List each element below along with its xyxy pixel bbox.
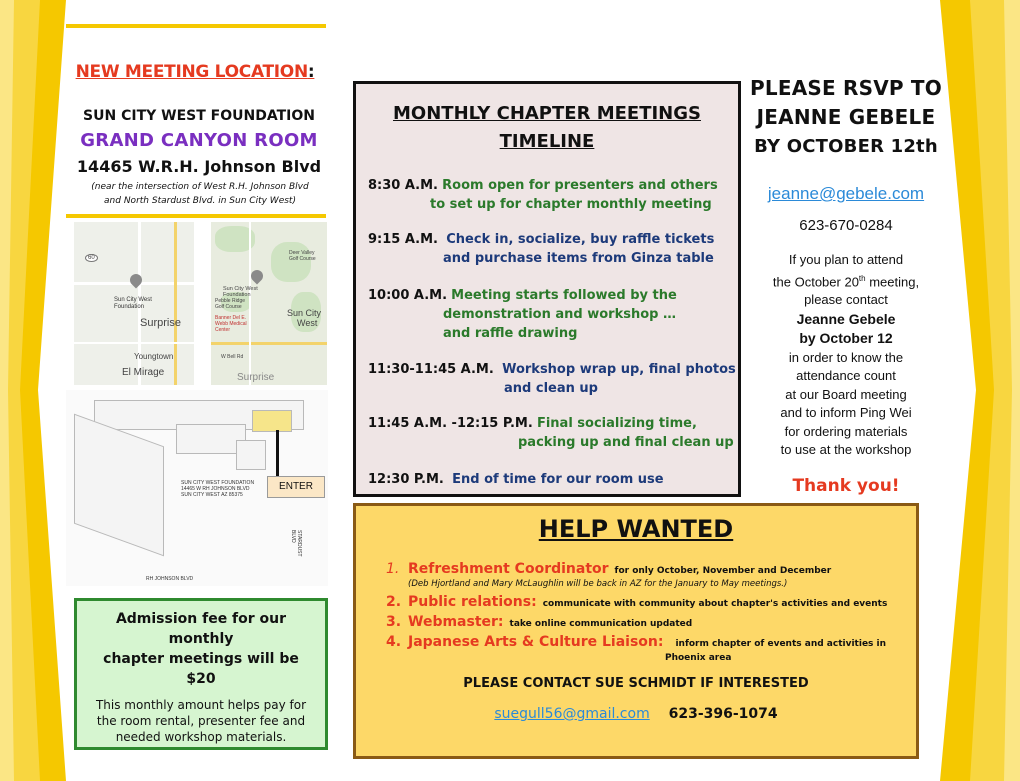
timeline-item: 8:30 A.M. Room open for presenters and others to set up for chapter monthly meeting <box>368 178 718 212</box>
rsvp-email-link[interactable]: jeanne@gebele.com <box>767 184 925 203</box>
help-item-public-relations: 2. Public relations: communicate with community about chapter's activities and events <box>386 594 888 610</box>
admission-fee-box: Admission fee for our monthly chapter meetings will be $20 This monthly amount helps pay for the room rental, presenter fee and needed workshop materials. <box>74 598 328 750</box>
timeline-item: 11:45 A.M. -12:15 P.M. Final socializing time, packing up and final clean up <box>368 416 734 450</box>
right-curtain-decoration <box>940 0 1020 781</box>
area-map: Sun City West Foundation Surprise Youngtown El Mirage 60 <box>74 222 194 385</box>
help-contact-details <box>356 706 916 722</box>
street-map: Sun City West Foundation Sun City West Surprise Pebble Ridge Golf Course Banner Del E. Webb Medical Center Deer Valley Golf Course W Bell Rd <box>211 222 327 385</box>
rsvp-instructions: If you plan to attend the October 20th meeting, please contact Jeanne Gebele by October 12 in order to know the attendance count at our Board meeting and to inform Ping Wei for ordering materials to use at the workshop <box>772 252 920 458</box>
help-item-liaison: 4. Japanese Arts & Culture Liaison: inform chapter of events and activities in <box>386 634 887 650</box>
help-item-refreshment: 1. Refreshment Coordinator for only October, November and December <box>386 561 832 577</box>
timeline-item: 12:30 P.M. End of time for our room use <box>368 472 664 487</box>
timeline-item: 10:00 A.M. Meeting starts followed by the demonstration and workshop … and raffle drawing <box>368 288 677 341</box>
help-wanted-box: HELP WANTED 1. Refreshment Coordinator for only October, November and December (Deb Hjortland and Mary McLaughlin will be back in AZ for the January to May meetings.) 2. Public relations: communicate with community about chapter's activities and events 3. Webmaster: take online communication updated 4. Japanese Arts & Culture Liaison: inform chapter of events and activities in Phoenix area PLEASE CONTACT SUE SCHMIDT IF INTERESTED suegull56@gmail.com 623-396-1074 <box>353 503 919 759</box>
rsvp-heading: PLEASE RSVP TO JEANNE GEBELE BY OCTOBER 12th <box>750 76 942 157</box>
help-wanted-title: HELP WANTED <box>538 515 734 543</box>
foundation-name: SUN CITY WEST FOUNDATION <box>83 108 315 124</box>
location-pin-icon <box>128 272 145 289</box>
timeline-item: 9:15 A.M. Check in, socialize, buy raffle tickets and purchase items from Ginza table <box>368 232 715 266</box>
timeline-item: 11:30-11:45 A.M. Workshop wrap up, final photos and clean up <box>368 362 736 396</box>
help-item-note: (Deb Hjortland and Mary McLaughlin will be back in AZ for the January to May meetings.) <box>408 579 788 589</box>
help-phone: 623-396-1074 <box>668 706 778 722</box>
timeline-title: MONTHLY CHAPTER MEETINGS TIMELINE <box>393 103 701 152</box>
rsvp-phone: 623-670-0284 <box>799 217 893 234</box>
top-divider <box>66 24 326 28</box>
meeting-timeline-box <box>353 81 741 497</box>
left-curtain-decoration <box>0 0 66 781</box>
help-contact: PLEASE CONTACT SUE SCHMIDT IF INTERESTED <box>463 676 809 691</box>
address-note: (near the intersection of West R.H. Johnson Blvd and North Stardust Blvd. in Sun City West) <box>91 182 309 206</box>
building-floorplan: SUN CITY WEST FOUNDATION 14465 W RH JOHNSON BLVD SUN CITY WEST AZ 85375 ENTER RH JOHNSON BLVD STARDUST BLVD <box>66 390 328 586</box>
thank-you-text: Thank you! <box>792 476 900 496</box>
location-pin-icon <box>249 268 266 285</box>
location-divider <box>66 214 326 218</box>
enter-label: ENTER <box>267 476 325 498</box>
help-item-webmaster: 3. Webmaster: take online communication updated <box>386 614 693 630</box>
room-name: GRAND CANYON ROOM <box>80 130 318 151</box>
street-address: 14465 W.R.H. Johnson Blvd <box>76 157 322 176</box>
location-heading: NEW MEETING LOCATION: <box>75 62 315 82</box>
help-email-link[interactable]: suegull56@gmail.com <box>494 706 650 722</box>
